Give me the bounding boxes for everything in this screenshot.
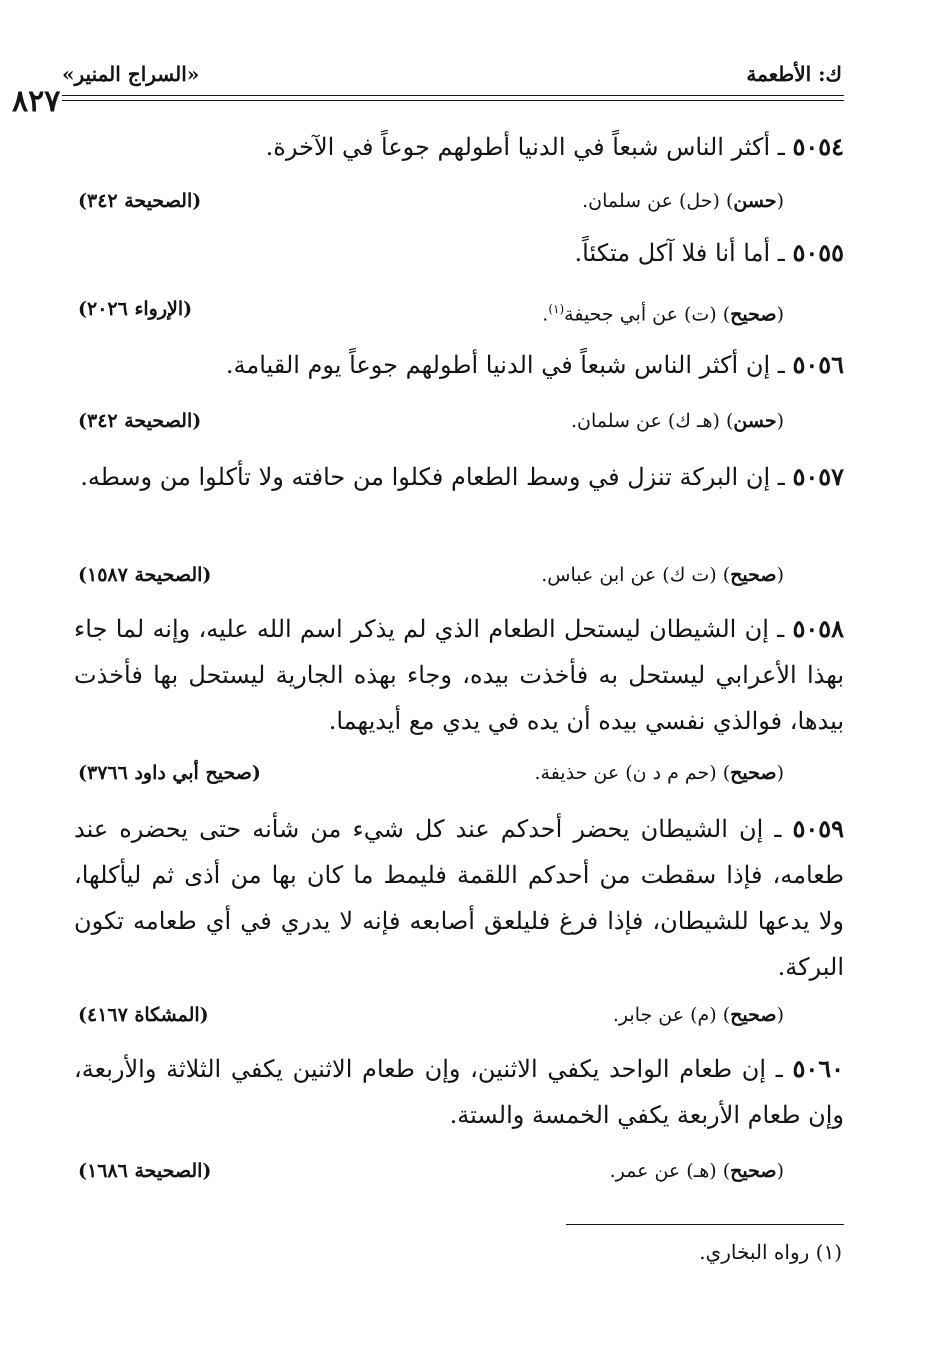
hadith-reference: (الإرواء ٢٠٢٦)	[78, 298, 193, 320]
footnote-text: رواه البخاري.	[699, 1240, 810, 1264]
hadith-source-line: (صحيح) (م) عن جابر. (المشكاة ٤١٦٧)	[74, 1000, 844, 1030]
hadith-grade: صحيح	[730, 564, 777, 586]
hadith-text: إن البركة تنزل في وسط الطعام فكلوا من حافته ولا تأكلوا من وسطه.	[80, 463, 771, 491]
footnote	[699, 1240, 842, 1264]
header-rule	[62, 100, 844, 101]
hadith-text: إن أكثر الناس شبعاً في الدنيا أطولهم جوعاً يوم القيامة.	[225, 351, 771, 379]
hadith-reference: (المشكاة ٤١٦٧)	[78, 1004, 209, 1026]
hadith-source: (ت) عن أبي جحيفة	[564, 303, 717, 326]
header-rule	[62, 95, 844, 96]
hadith-reference: (الصحيحة ١٦٨٦)	[78, 1160, 212, 1182]
hadith-entry: ٥٠٦٠ ـ إن طعام الواحد يكفي الاثنين، وإن طعام الاثنين يكفي الثلاثة والأربعة، وإن طعام الأربعة يكفي الخمسة والستة.	[74, 1054, 844, 1129]
hadith-text: إن الشيطان يحضر أحدكم عند كل شيء من شأنه حتى يحضره عند طعامه، فإذا سقطت من أحدكم اللقمة فليمط ما كان بها من أذى ثم ليأكلها، ولا يدعها للشيطان، فإذا فرغ فليلعق أصابعه فإنه لا يدري في أي طعامه تكون البركة.	[74, 815, 844, 981]
hadith-text: إن الشيطان ليستحل الطعام الذي لم يذكر اسم الله عليه، وإنه لما جاء بهذا الأعرابي ليستحل به فأخذت بيده، وجاء بهذه الجارية ليستحل بها فأخذت بيدها، فوالذي نفسي بيده أن يده في يدي مع أيديهما.	[74, 615, 844, 735]
hadith-number: ٥٠٥٩	[792, 814, 844, 843]
footnote-marker: (١)	[815, 1240, 842, 1264]
footnote-marker: (١)	[548, 302, 565, 316]
hadith-reference: (صحيح أبي داود ٣٧٦٦)	[78, 762, 261, 784]
footnote-rule	[566, 1224, 844, 1225]
hadith-entry: ٥٠٥٤ ـ أكثر الناس شبعاً في الدنيا أطولهم جوعاً في الآخرة.	[265, 132, 844, 161]
hadith-entry: ٥٠٥٦ ـ إن أكثر الناس شبعاً في الدنيا أطولهم جوعاً يوم القيامة.	[225, 350, 844, 379]
hadith-entry: ٥٠٥٨ ـ إن الشيطان ليستحل الطعام الذي لم يذكر اسم الله عليه، وإنه لما جاء بهذا الأعرابي ليستحل به فأخذت بيده، وجاء بهذه الجارية ليستحل بها فأخذت بيدها، فوالذي نفسي بيده أن يده في يدي مع أيديهما.	[74, 614, 844, 735]
source-end: .	[542, 303, 549, 326]
hadith-reference: (الصحيحة ٣٤٢)	[78, 410, 202, 432]
hadith-source: (هـ) عن عمر.	[609, 1160, 717, 1182]
hadith-text: إن طعام الواحد يكفي الاثنين، وإن طعام الاثنين يكفي الثلاثة والأربعة، وإن طعام الأربعة يكفي الخمسة والستة.	[74, 1055, 844, 1129]
page-number: ٨٢٧	[12, 84, 61, 119]
hadith-grade: حسن	[733, 410, 777, 432]
hadith-source: (حل) عن سلمان.	[582, 190, 720, 212]
hadith-source: (ت ك) عن ابن عباس.	[541, 564, 717, 586]
hadith-grade: صحيح	[730, 762, 777, 784]
book-title: «السراج المنير»	[62, 62, 200, 86]
hadith-number: ٥٠٥٦	[792, 350, 844, 379]
hadith-source-line: (صحيح) (هـ) عن عمر. (الصحيحة ١٦٨٦)	[74, 1156, 844, 1186]
hadith-source-line: (حسن) (هـ ك) عن سلمان. (الصحيحة ٣٤٢)	[74, 406, 844, 436]
hadith-source-line: (صحيح) (ت) عن أبي جحيفة$^{(١)}$. (الإرواء ٢٠٢٦)	[74, 294, 844, 324]
hadith-grade: حسن	[733, 190, 777, 212]
hadith-number: ٥٠٥٨	[792, 614, 844, 643]
hadith-number: ٥٠٥٥	[792, 238, 844, 267]
hadith-grade: صحيح	[730, 303, 777, 326]
hadith-entry: ٥٠٥٧ ـ إن البركة تنزل في وسط الطعام فكلوا من حافته ولا تأكلوا من وسطه.	[80, 462, 844, 491]
hadith-source-line: (صحيح) (ت ك) عن ابن عباس. (الصحيحة ١٥٨٧)	[74, 560, 844, 590]
hadith-reference: (الصحيحة ١٥٨٧)	[78, 564, 212, 586]
hadith-grade: صحيح	[730, 1160, 777, 1182]
hadith-number: ٥٠٥٤	[792, 132, 844, 161]
hadith-source-line: (صحيح) (حم م د ن) عن حذيفة. (صحيح أبي داود ٣٧٦٦)	[74, 758, 844, 788]
hadith-text: أكثر الناس شبعاً في الدنيا أطولهم جوعاً في الآخرة.	[265, 133, 771, 161]
hadith-entry: ٥٠٥٩ ـ إن الشيطان يحضر أحدكم عند كل شيء من شأنه حتى يحضره عند طعامه، فإذا سقطت من أحدكم اللقمة فليمط ما كان بها من أذى ثم ليأكلها، ولا يدعها للشيطان، فإذا فرغ فليلعق أصابعه فإنه لا يدري في أي طعامه تكون البركة.	[74, 814, 844, 981]
hadith-source-line: (حسن) (حل) عن سلمان. (الصحيحة ٣٤٢)	[74, 186, 844, 216]
hadith-source: (م) عن جابر.	[612, 1004, 717, 1026]
hadith-number: ٥٠٥٧	[792, 462, 844, 491]
hadith-source: (هـ ك) عن سلمان.	[570, 410, 720, 432]
hadith-grade: صحيح	[730, 1004, 777, 1026]
chapter-title: ك: الأطعمة	[746, 62, 842, 86]
hadith-number: ٥٠٦٠	[792, 1054, 844, 1083]
hadith-source: (حم م د ن) عن حذيفة.	[534, 762, 717, 784]
hadith-reference: (الصحيحة ٣٤٢)	[78, 190, 202, 212]
hadith-entry: ٥٠٥٥ ـ أما أنا فلا آكل متكئاً.	[574, 238, 844, 267]
hadith-text: أما أنا فلا آكل متكئاً.	[574, 239, 771, 267]
